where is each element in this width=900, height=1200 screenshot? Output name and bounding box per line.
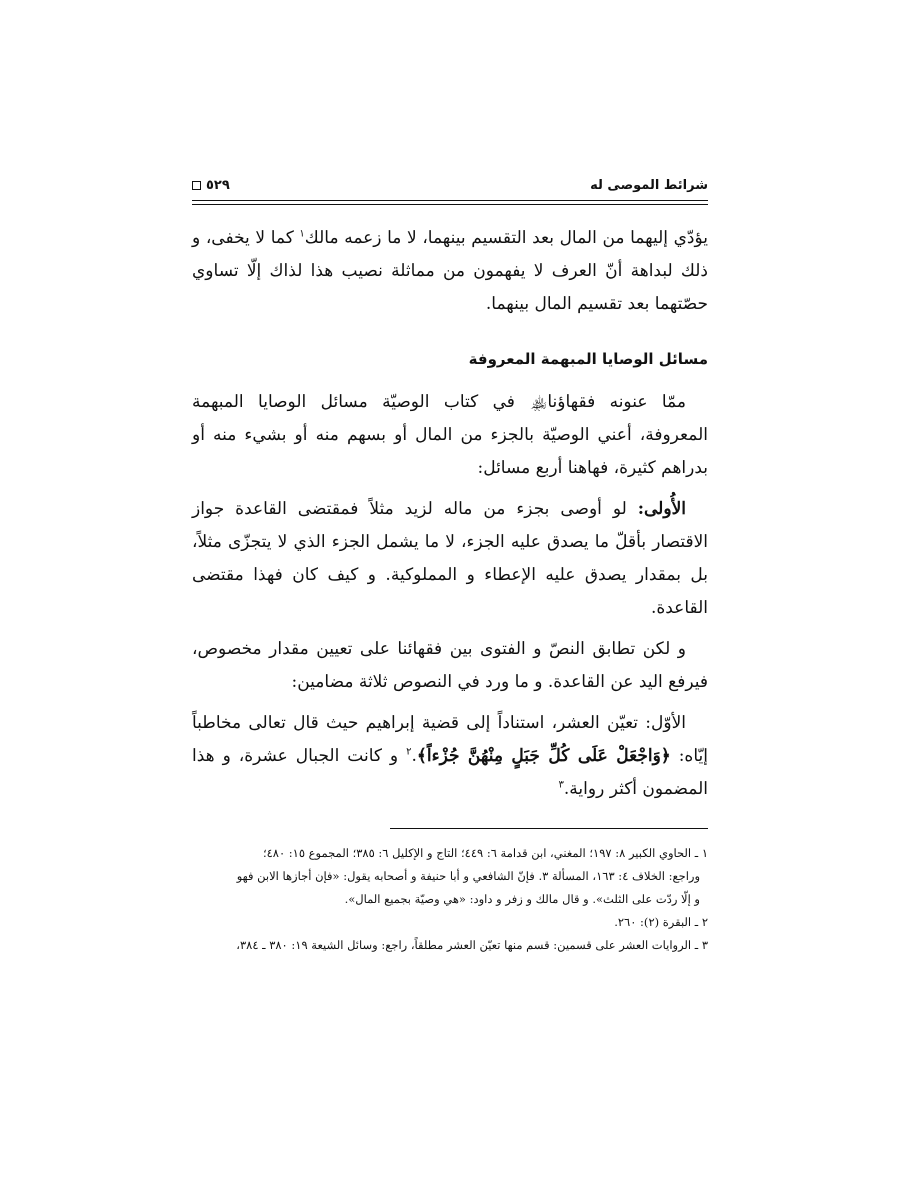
header-rule [192,200,708,201]
main-text [192,222,708,806]
page-number: ٥٢٩ [206,177,230,193]
p5-start: الأوّل: تعيّن العشر، استناداً إلى قضية إبراهيم حيث قال تعالى مخاطباً إيّاه: [192,713,708,766]
p5-mid: و كانت الجبال عشرة، و هذا المضمون أكثر رواية. [192,746,708,799]
footnotes [192,842,708,957]
footnote-ref-2[interactable]: ٢ [406,746,412,758]
running-header [192,174,708,196]
footnote-separator [390,828,708,829]
running-title: شرائط الموصى له [590,177,708,193]
header-rule-thin [192,204,708,205]
section-heading: مسائل الوصايا المبهمة المعروفة [468,350,708,368]
footnote-3: ٣ ـ الروايات العشر على قسمين: قسم منها تعيّن العشر مطلقاً، راجع: وسائل الشيعة ١٩: ٣٨٠ ـ ٣٨٤، [236,938,708,952]
paragraph-2: ممّا عنونه فقهاؤنا﵏ في كتاب الوصيّة مسائل الوصايا المبهمة المعروفة، أعني الوصيّة بالجزء من المال أو بسهم منه أو بشيء منه أو بدراهم كثيرة، فهاهنا أربع مسائل: [192,392,708,478]
page-number-group [192,178,230,193]
footnote-2: ٢ ـ البقرة (٢): ٢٦٠. [614,915,708,929]
p1-rest: كما لا يخفى، و ذلك لبداهة أنّ العرف لا يفهمون من مماثلة نصيب هذا لذاك إلّا تساوي حصّتهما بعد تقسيم المال بينهما. [192,228,708,314]
paragraph-1 [192,222,708,321]
paragraph-3 [192,493,708,625]
paragraph-5: الأوّل: تعيّن العشر، استناداً إلى قضية إبراهيم حيث قال تعالى مخاطباً إيّاه: ﴿وَاجْعَلْ عَلَى كُلِّ جَبَلٍ مِنْهُنَّ جُزْءاً﴾.$^٢$ و كانت الجبال عشرة، و هذا المضمون أكثر رواية.$^٣$ [192,713,708,799]
footnote-1-line-2: وراجع: الخلاف ٤: ١٦٣، المسألة ٣. فإنّ الشافعي و أبا حنيفة و أصحابه يقول: «فإن أجازها الابن فهو [236,869,700,883]
document-page [192,0,708,1200]
quran-verse: ﴿وَاجْعَلْ عَلَى كُلِّ جَبَلٍ مِنْهُنَّ جُزْءاً﴾ [416,746,671,766]
footnote-ref-3[interactable]: ٣ [558,779,564,791]
paragraph-4: و لكن تطابق النصّ و الفتوى بين فقهائنا على تعيين مقدار مخصوص، فيرفع اليد عن القاعدة. و ما ورد في النصوص ثلاثة مضامين: [192,639,708,692]
p3-text: لو أوصى بجزء من ماله لزيد مثلاً فمقتضى القاعدة جواز الاقتصار بأقلّ ما يصدق عليه الجزء، لا ما يشمل الجزء الذي لا يتجزّى مثلاً، بل بمقدار يصدق عليه الإعطاء و المملوكية. و كيف كان فهذا مقتضى القاعدة. [192,499,708,618]
p3-label: الأُولى: [637,499,686,519]
p1-text: يؤدّي إليهما من المال بعد التقسيم بينهما، لا ما زعمه مالك [304,228,708,248]
footnote-1-line-3: و إلّا ردّت على الثلث». و قال مالك و زفر و داود: «هي وصيّة بجميع المال». [344,892,700,906]
footnote-ref-1[interactable]: ١ [299,228,305,240]
footnote-1-line-1: ١ ـ الحاوي الكبير ٨: ١٩٧؛ المغني، ابن قدامة ٦: ٤٤٩؛ التاج و الإكليل ٦: ٣٨٥؛ المجموع ١٥: ٤٨٠؛ [262,846,708,860]
square-box-icon [192,181,201,190]
